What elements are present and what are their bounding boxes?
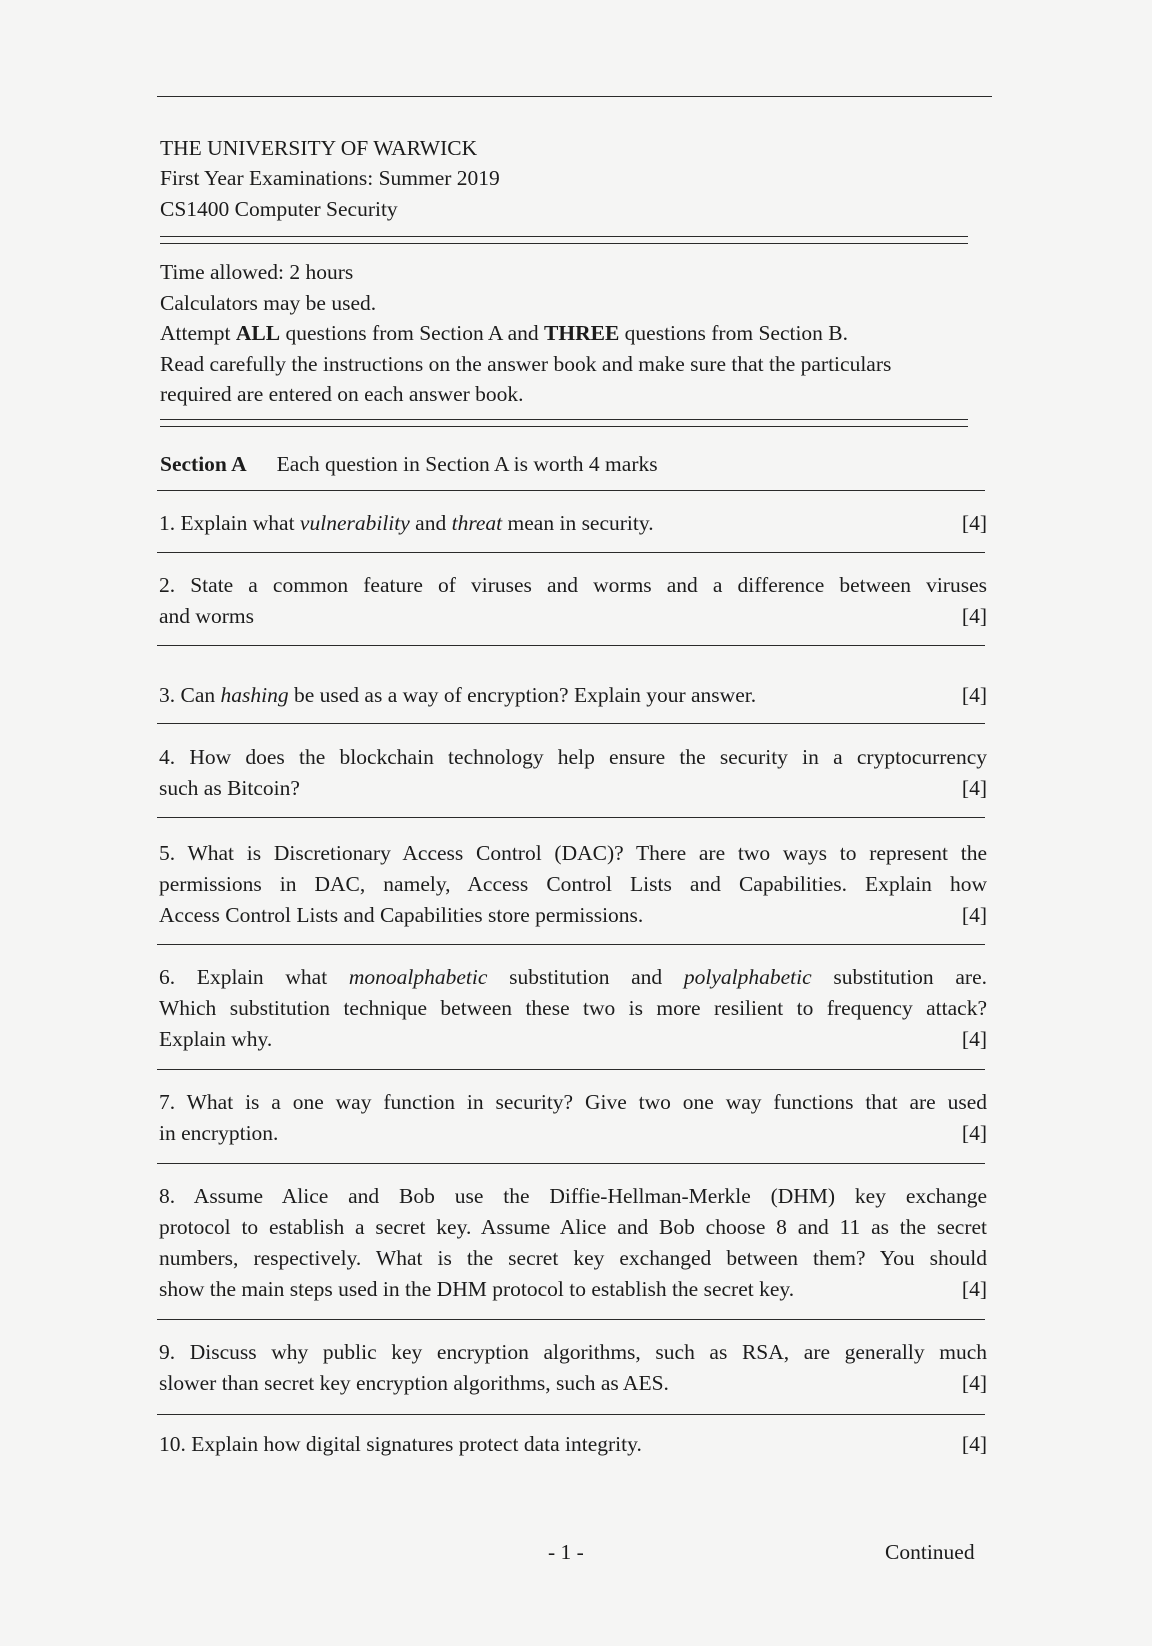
- question-4-marks: [4]: [961, 776, 987, 800]
- question-rule: [157, 645, 985, 646]
- question-5: 5. What is Discretionary Access Control (DAC)? There are two ways to represent the permissions in DAC, namely, Access Control Lists and Capabilities. Explain how Access Control Lists and Capabilities store permissions. [4]: [159, 838, 987, 931]
- page-number: - 1 -: [548, 1540, 584, 1564]
- question-5-marks: [4]: [961, 903, 987, 927]
- question-rule: [157, 723, 985, 724]
- university-name: THE UNIVERSITY OF WARWICK: [160, 136, 478, 160]
- question-3: 3. Can hashing be used as a way of encryption? Explain your answer. [4]: [159, 680, 987, 711]
- section-a-label: Section A: [160, 452, 247, 476]
- question-rule: [157, 1069, 985, 1070]
- read-instructions-line1: Read carefully the instructions on the answer book and make sure that the particulars: [160, 352, 892, 376]
- question-8-marks: [4]: [961, 1277, 987, 1301]
- read-instructions-line2: required are entered on each answer book.: [160, 382, 524, 406]
- question-9-marks: [4]: [961, 1371, 987, 1395]
- question-rule: [157, 1319, 985, 1320]
- question-1: 1. Explain what vulnerability and threat mean in security. [4]: [159, 508, 987, 539]
- exam-title: First Year Examinations: Summer 2019: [160, 166, 500, 190]
- section-a-header: [160, 449, 658, 480]
- question-4: 4. How does the blockchain technology help ensure the security in a cryptocurrency such as Bitcoin? [4]: [159, 742, 987, 804]
- time-allowed: Time allowed: 2 hours: [160, 260, 354, 284]
- question-6-marks: [4]: [961, 1027, 987, 1051]
- question-2-marks: [4]: [961, 604, 987, 628]
- question-7-marks: [4]: [961, 1121, 987, 1145]
- question-7: 7. What is a one way function in security? Give two one way functions that are used in encryption. [4]: [159, 1087, 987, 1149]
- question-8: 8. Assume Alice and Bob use the Diffie-Hellman-Merkle (DHM) key exchange protocol to establish a secret key. Assume Alice and Bob choose 8 and 11 as the secret numbers, respectively. What is the secret key exchanged between them? You should show the main steps used in the DHM protocol to establish the secret key. [4]: [159, 1181, 987, 1305]
- question-6: 6. Explain what monoalphabetic substitution and polyalphabetic substitution are. Which substitution technique between these two is more resilient to frequency attack? Explain why. [4]: [159, 962, 987, 1055]
- question-2: 2. State a common feature of viruses and worms and a difference between viruses and worms [4]: [159, 570, 987, 632]
- header-double-rule: [160, 236, 968, 244]
- question-rule: [157, 1163, 985, 1164]
- question-rule: [157, 552, 985, 553]
- question-rule: [157, 944, 985, 945]
- calculators-note: Calculators may be used.: [160, 291, 377, 315]
- question-10: 10. Explain how digital signatures protect data integrity. [4]: [159, 1429, 987, 1460]
- top-rule: [157, 96, 992, 97]
- question-10-marks: [4]: [961, 1432, 987, 1456]
- question-rule: [157, 817, 985, 818]
- module-title: CS1400 Computer Security: [160, 197, 398, 221]
- question-1-marks: [4]: [961, 511, 987, 535]
- question-rule: [157, 1414, 985, 1415]
- question-3-marks: [4]: [961, 683, 987, 707]
- instructions-double-rule: [160, 419, 968, 427]
- section-rule: [157, 490, 985, 491]
- question-9: 9. Discuss why public key encryption algorithms, such as RSA, are generally much slower than secret key encryption algorithms, such as AES. [4]: [159, 1337, 987, 1399]
- continued-label: Continued: [885, 1540, 975, 1564]
- section-a-description: Each question in Section A is worth 4 marks: [276, 452, 658, 476]
- attempt-instructions: Attempt ALL questions from Section A and THREE questions from Section B.: [160, 321, 849, 345]
